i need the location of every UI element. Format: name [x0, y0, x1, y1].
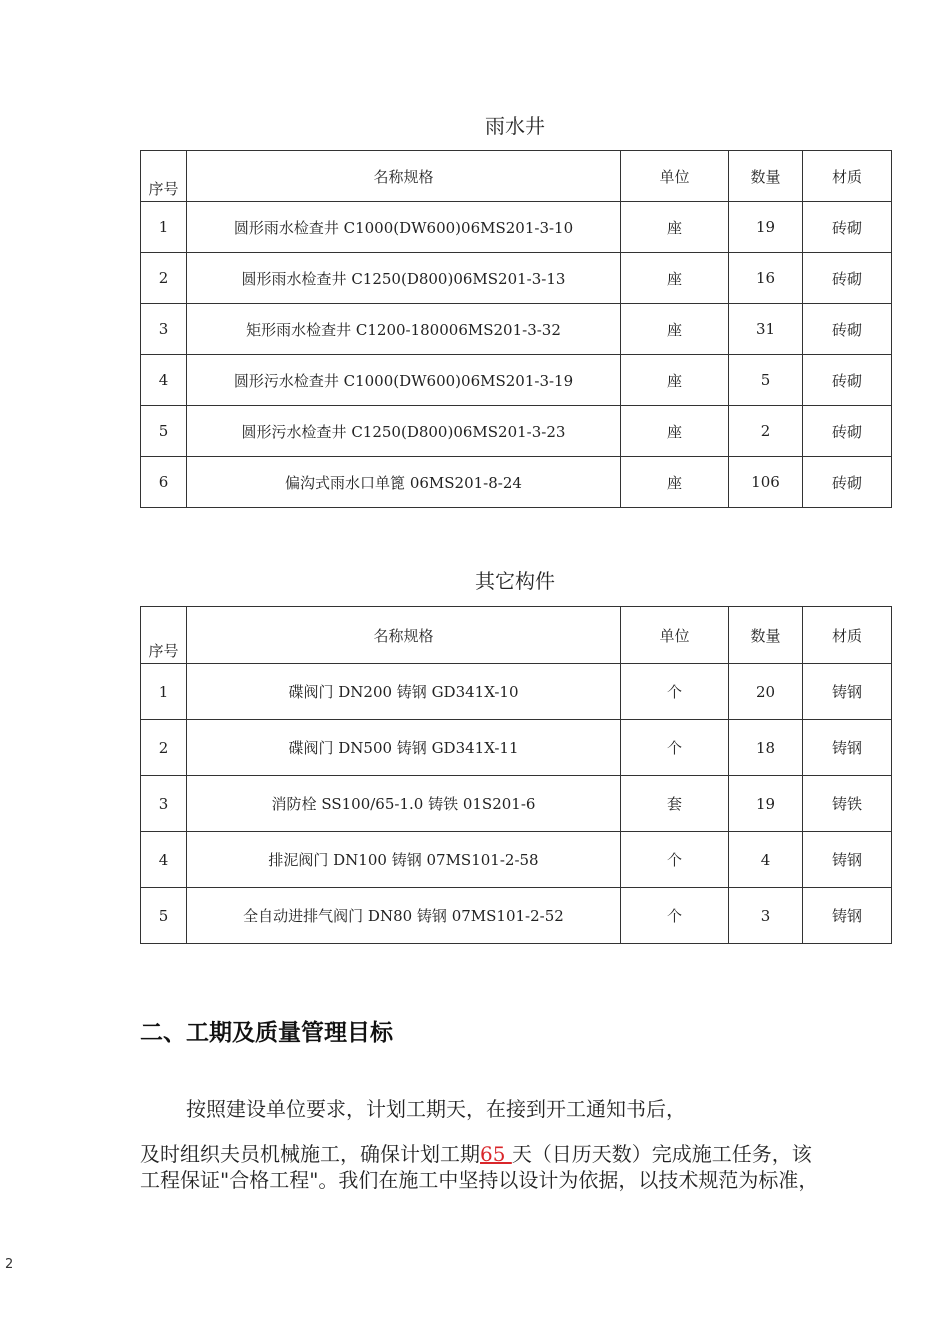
cell-name: 碟阀门 DN200 铸钢 GD341X-10	[187, 664, 621, 720]
table-row	[141, 406, 892, 457]
header-material: 材质	[803, 607, 892, 664]
table-row	[141, 776, 892, 832]
cell-seq: 2	[141, 720, 187, 776]
cell-material: 砖砌	[803, 355, 892, 406]
cell-name: 圆形雨水检查井 C1000(DW600)06MS201-3-10	[187, 202, 621, 253]
cell-name: 圆形雨水检查井 C1250(D800)06MS201-3-13	[187, 253, 621, 304]
cell-material: 砖砌	[803, 406, 892, 457]
cell-qty: 2	[729, 406, 803, 457]
rain-well-table-title: 雨水井	[485, 114, 545, 138]
cell-qty: 31	[729, 304, 803, 355]
header-seq: 序号	[141, 607, 187, 664]
cell-qty: 5	[729, 355, 803, 406]
cell-unit: 个	[621, 888, 729, 944]
cell-name: 偏沟式雨水口单篦 06MS201-8-24	[187, 457, 621, 508]
cell-qty: 19	[729, 776, 803, 832]
paragraph-line-2	[140, 1138, 900, 1167]
cell-qty: 20	[729, 664, 803, 720]
table-row	[141, 664, 892, 720]
cell-seq: 1	[141, 202, 187, 253]
header-name: 名称规格	[187, 607, 621, 664]
cell-seq: 1	[141, 664, 187, 720]
cell-seq: 4	[141, 832, 187, 888]
table-row	[141, 720, 892, 776]
cell-unit: 个	[621, 832, 729, 888]
table-header-row	[141, 607, 892, 664]
cell-seq: 5	[141, 888, 187, 944]
cell-material: 砖砌	[803, 253, 892, 304]
cell-seq: 4	[141, 355, 187, 406]
cell-unit: 个	[621, 720, 729, 776]
table-row	[141, 355, 892, 406]
cell-material: 铸钢	[803, 720, 892, 776]
header-qty: 数量	[729, 607, 803, 664]
paragraph-text: 天（日历天数）完成施工任务，该	[511, 1142, 812, 1166]
cell-name: 碟阀门 DN500 铸钢 GD341X-11	[187, 720, 621, 776]
cell-name: 圆形污水检查井 C1250(D800)06MS201-3-23	[187, 406, 621, 457]
cell-qty: 106	[729, 457, 803, 508]
table-row	[141, 253, 892, 304]
cell-unit: 座	[621, 202, 729, 253]
highlighted-days: 65	[480, 1142, 512, 1166]
rain-well-table	[140, 150, 892, 508]
cell-unit: 座	[621, 355, 729, 406]
cell-material: 铸钢	[803, 664, 892, 720]
cell-qty: 19	[729, 202, 803, 253]
header-seq: 序号	[141, 151, 187, 202]
header-unit: 单位	[621, 151, 729, 202]
table-header-row	[141, 151, 892, 202]
paragraph-text: 及时组织夫员机械施工，确保计划工期	[140, 1142, 480, 1166]
cell-seq: 3	[141, 304, 187, 355]
paragraph-line-1: 按照建设单位要求，计划工期天，在接到开工通知书后，	[186, 1097, 686, 1121]
paragraph-line-3: 工程保证"合格工程"。我们在施工中坚持以设计为依据，以技术规范为标准，	[140, 1168, 819, 1192]
cell-name: 排泥阀门 DN100 铸钢 07MS101-2-58	[187, 832, 621, 888]
table-row	[141, 888, 892, 944]
cell-unit: 套	[621, 776, 729, 832]
cell-unit: 座	[621, 253, 729, 304]
cell-seq: 3	[141, 776, 187, 832]
cell-unit: 座	[621, 304, 729, 355]
cell-material: 铸钢	[803, 888, 892, 944]
table-row	[141, 457, 892, 508]
cell-qty: 3	[729, 888, 803, 944]
other-parts-table	[140, 606, 892, 944]
header-unit: 单位	[621, 607, 729, 664]
table-row	[141, 304, 892, 355]
cell-qty: 18	[729, 720, 803, 776]
table-row	[141, 202, 892, 253]
cell-seq: 6	[141, 457, 187, 508]
cell-unit: 个	[621, 664, 729, 720]
cell-qty: 4	[729, 832, 803, 888]
page-number: 2	[5, 1257, 14, 1272]
table-row	[141, 832, 892, 888]
cell-unit: 座	[621, 457, 729, 508]
header-qty: 数量	[729, 151, 803, 202]
header-material: 材质	[803, 151, 892, 202]
header-name: 名称规格	[187, 151, 621, 202]
cell-seq: 5	[141, 406, 187, 457]
cell-material: 砖砌	[803, 457, 892, 508]
cell-material: 砖砌	[803, 304, 892, 355]
cell-material: 铸铁	[803, 776, 892, 832]
cell-name: 圆形污水检查井 C1000(DW600)06MS201-3-19	[187, 355, 621, 406]
other-parts-table-title: 其它构件	[475, 569, 555, 593]
cell-unit: 座	[621, 406, 729, 457]
cell-name: 消防栓 SS100/65-1.0 铸铁 01S201-6	[187, 776, 621, 832]
cell-name: 矩形雨水检查井 C1200-180006MS201-3-32	[187, 304, 621, 355]
cell-material: 砖砌	[803, 202, 892, 253]
cell-name: 全自动进排气阀门 DN80 铸钢 07MS101-2-52	[187, 888, 621, 944]
cell-qty: 16	[729, 253, 803, 304]
cell-material: 铸钢	[803, 832, 892, 888]
section-heading: 二、工期及质量管理目标	[140, 1020, 393, 1046]
cell-seq: 2	[141, 253, 187, 304]
